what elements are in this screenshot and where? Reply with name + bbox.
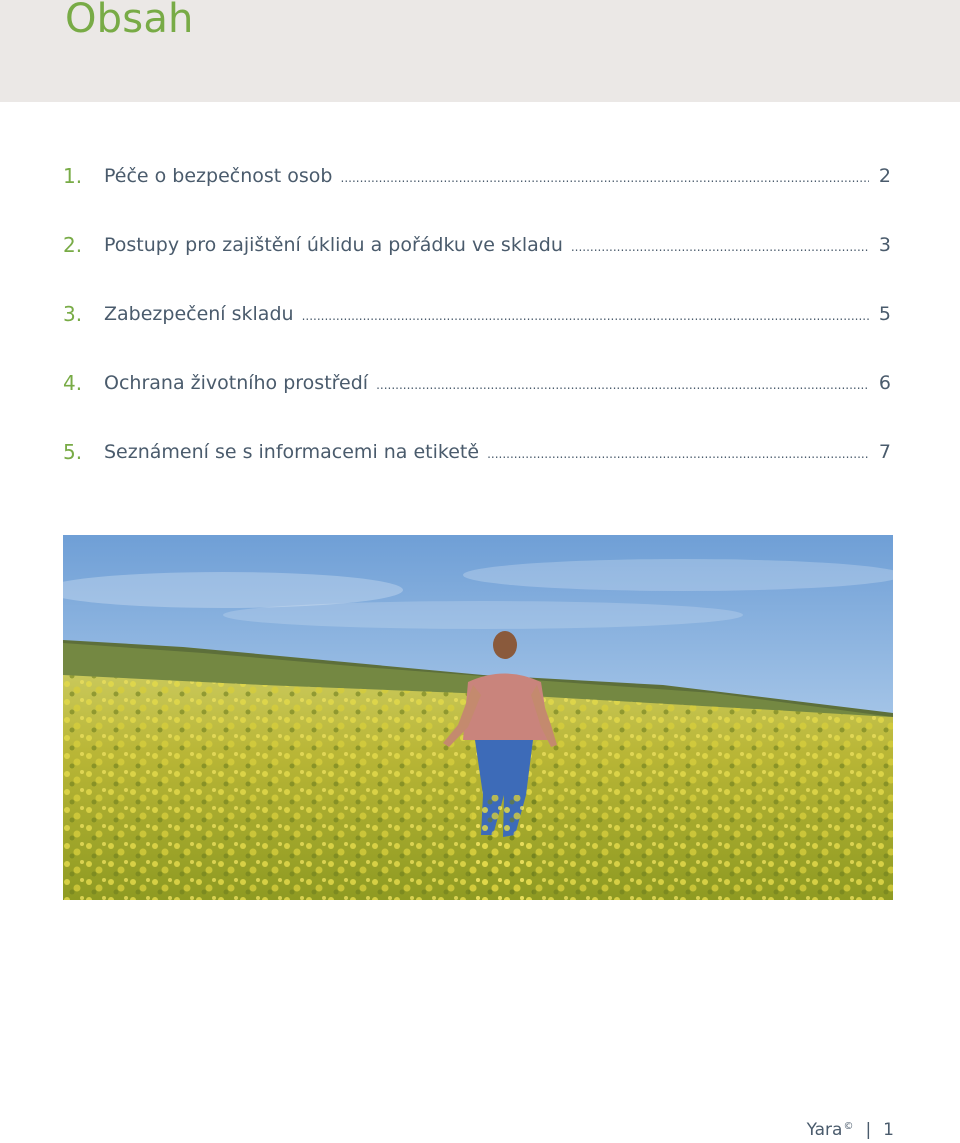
toc-item-label: Zabezpečení skladu xyxy=(104,303,294,325)
page-header xyxy=(0,0,960,102)
toc-item-page: 3 xyxy=(878,234,891,256)
toc-item-page: 2 xyxy=(878,165,891,187)
page-number: 1 xyxy=(883,1120,894,1140)
toc-item-2[interactable] xyxy=(63,228,891,262)
toc-item-1[interactable] xyxy=(63,159,891,193)
toc-item-4[interactable] xyxy=(63,366,891,400)
toc-item-number: 5. xyxy=(63,440,83,464)
toc-leader-dots xyxy=(341,172,870,184)
toc-item-number: 3. xyxy=(63,302,83,326)
toc-leader-dots xyxy=(487,448,869,460)
field-photo-illustration xyxy=(63,535,893,900)
page-title: Obsah xyxy=(65,0,194,42)
footer-brand: Yara xyxy=(806,1120,843,1140)
toc-leader-dots xyxy=(302,310,869,322)
toc-item-label: Postupy pro zajištění úklidu a pořádku ve skladu xyxy=(104,234,563,256)
toc-item-number: 2. xyxy=(63,233,83,257)
table-of-contents xyxy=(63,159,891,504)
toc-item-label: Ochrana životního prostředí xyxy=(104,372,369,394)
toc-item-page: 5 xyxy=(878,303,891,325)
toc-leader-dots xyxy=(376,379,869,391)
toc-item-label: Péče o bezpečnost osob xyxy=(104,165,333,187)
toc-item-label: Seznámení se s informacemi na etiketě xyxy=(104,441,480,463)
page-footer xyxy=(807,1120,894,1140)
toc-item-number: 1. xyxy=(63,164,83,188)
toc-item-3[interactable] xyxy=(63,297,891,331)
toc-item-5[interactable] xyxy=(63,435,891,469)
field-photo xyxy=(63,535,893,900)
toc-item-page: 6 xyxy=(878,372,891,394)
toc-leader-dots xyxy=(571,241,869,253)
footer-separator: | xyxy=(865,1120,872,1140)
copyright-icon: © xyxy=(843,1121,854,1132)
toc-item-page: 7 xyxy=(878,441,891,463)
toc-item-number: 4. xyxy=(63,371,83,395)
